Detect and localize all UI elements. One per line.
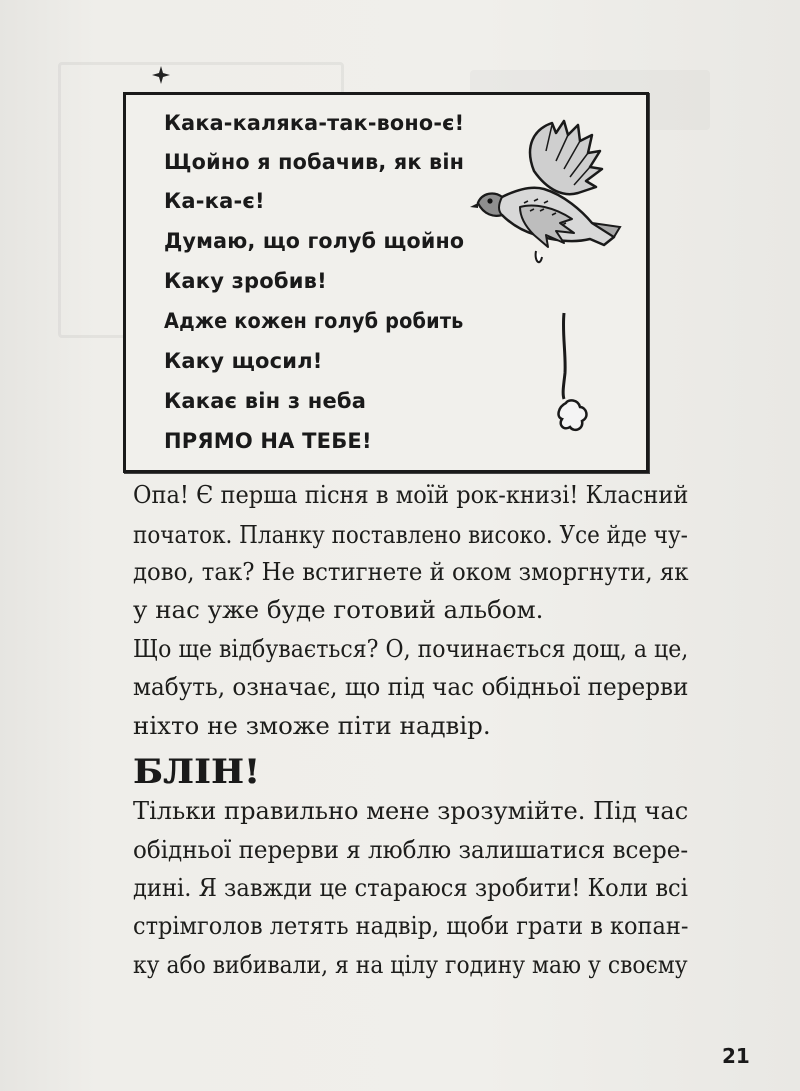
splat-drip-illustration (556, 303, 596, 443)
poem-line: Каку щосил! (164, 349, 323, 373)
poem-line: Каку зробив! (164, 269, 327, 293)
paragraph-line: мабуть, означає, що під час обідньої перерви (133, 672, 689, 701)
sparkle-icon (150, 64, 172, 86)
paragraph-line: ніхто не зможе піти надвір. (133, 711, 491, 740)
paragraph-line: Що ще відбувається? О, починається дощ, а це, (133, 634, 689, 663)
poem-line: Щойно я побачив, як він (164, 150, 465, 174)
paragraph-line: стрімголов летять надвір, щоби грати в копан- (133, 911, 689, 940)
page-number: 21 (722, 1044, 750, 1068)
pigeon-illustration (464, 111, 624, 311)
poem-line: Думаю, що голуб щойно (164, 229, 465, 253)
poem-box (123, 92, 649, 473)
poem-line: ПРЯМО НА ТЕБЕ! (164, 429, 372, 453)
paragraph-line: початок. Планку поставлено високо. Усе йде чу- (133, 520, 688, 549)
paragraph-line: Опа! Є перша пісня в моїй рок-книзі! Класний (133, 480, 689, 509)
paragraph-line: дово, так? Не встигнете й оком зморгнути, як (133, 557, 689, 586)
poem-line: Адже кожен голуб робить (164, 309, 464, 333)
exclamation-heading: БЛІН! (133, 752, 261, 792)
poem-line: Ка-ка-є! (164, 189, 265, 213)
paragraph-line: обідньої перерви я люблю залишатися всере- (133, 835, 689, 864)
paragraph-line: ку або вибивали, я на цілу годину маю у своєму (133, 950, 688, 979)
poem-line: Кака-каляка-так-воно-є! (164, 111, 465, 135)
paragraph-line: дині. Я завжди це стараюся зробити! Коли всі (133, 873, 688, 902)
poem-line: Какає він з неба (164, 389, 367, 413)
paragraph-line: у нас уже буде готовий альбом. (133, 595, 544, 624)
paragraph-line: Тільки правильно мене зрозумійте. Під час (133, 796, 689, 825)
